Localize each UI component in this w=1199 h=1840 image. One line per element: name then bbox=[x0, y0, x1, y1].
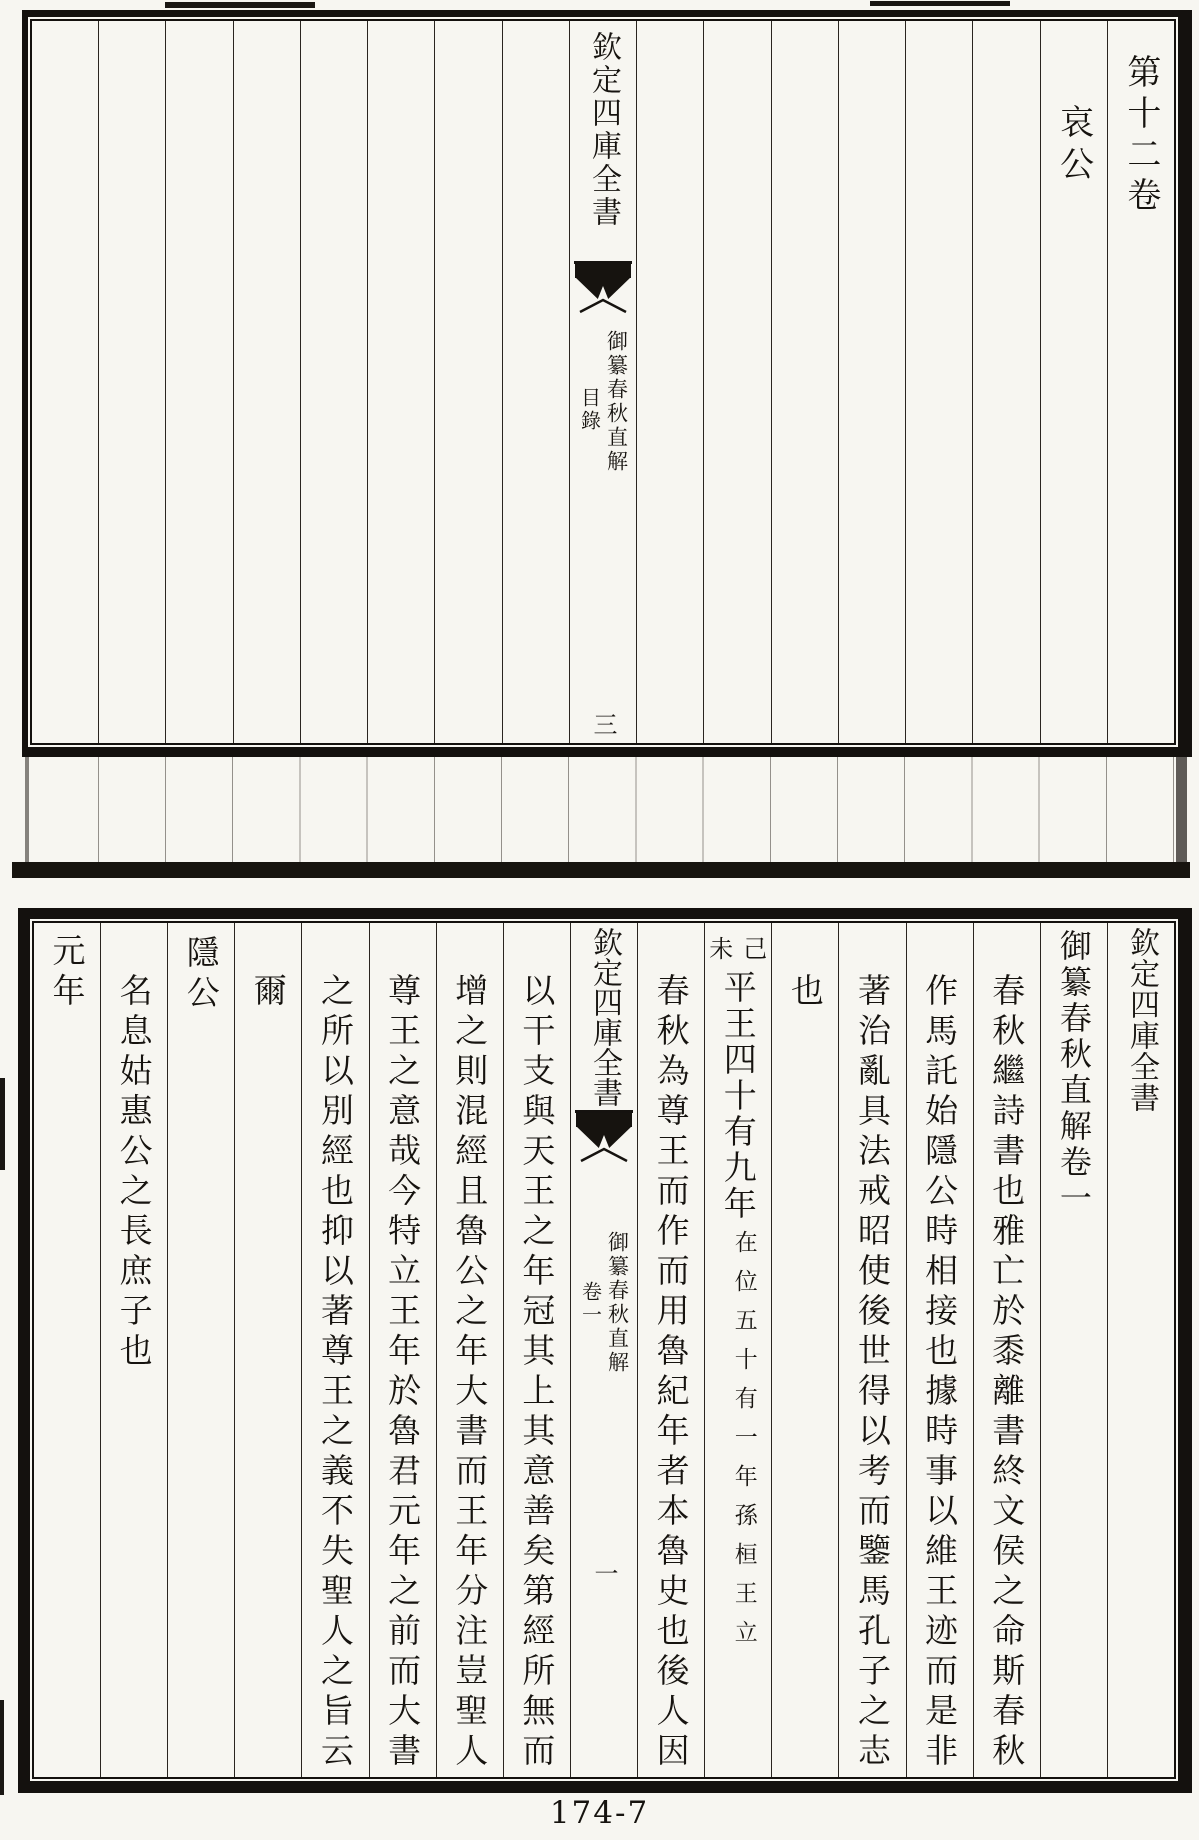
body-text: 春秋繼詩書也雅亡於黍離書終文侯之命斯春秋 bbox=[987, 973, 1027, 1773]
work-title: 御纂春秋直解卷一 bbox=[1054, 929, 1093, 1217]
fishtail-mark bbox=[575, 264, 631, 316]
duke-ai-label: 哀公 bbox=[1053, 104, 1094, 188]
reign-annotation: 在位五十有一年孫桓王立 bbox=[730, 1230, 757, 1659]
bottom-col-text-5 bbox=[637, 923, 704, 1777]
empty-column bbox=[636, 21, 703, 743]
spine-section-label: 卷一 bbox=[578, 1281, 603, 1327]
duke-yin-label: 隱公 bbox=[181, 935, 221, 1015]
scan-artifact bbox=[0, 1700, 4, 1795]
spine-folio-number: 一 bbox=[589, 1561, 618, 1585]
body-text: 著治亂具法戒昭使後世得以考而鑒馬孔子之志 bbox=[852, 973, 892, 1773]
bottom-col-duke-note bbox=[100, 923, 167, 1777]
empty-column bbox=[300, 21, 367, 743]
empty-column bbox=[502, 21, 569, 743]
page-edge-band bbox=[12, 862, 1190, 878]
scan-artifact bbox=[165, 2, 315, 8]
bottom-col-text-7 bbox=[436, 923, 503, 1777]
bottom-col-work-title bbox=[1040, 923, 1107, 1777]
body-text: 尊王之意哉今特立王年於魯君元年之前而大書 bbox=[383, 973, 423, 1773]
body-text: 也 bbox=[785, 973, 825, 1013]
spine-banner-title: 欽定四庫全書 bbox=[586, 927, 622, 1107]
body-text: 春秋為尊王而作而用魯紀年者本魯史也後人因 bbox=[651, 973, 691, 1773]
bottom-frame-columns bbox=[32, 921, 1176, 1779]
bottom-col-first-year bbox=[34, 923, 100, 1777]
bottom-col-text-3 bbox=[838, 923, 905, 1777]
empty-column bbox=[165, 21, 232, 743]
spine-banner-title: 欽定四庫全書 bbox=[586, 31, 621, 229]
bottom-col-duke bbox=[167, 923, 234, 1777]
empty-column bbox=[703, 21, 770, 743]
cyclical-year-pair bbox=[709, 923, 767, 964]
cyclical-char-left: 未 bbox=[709, 935, 734, 963]
spine-subtitle-group bbox=[578, 1231, 630, 1375]
bottom-col-text-10 bbox=[234, 923, 301, 1777]
bottom-col-text-6 bbox=[503, 923, 570, 1777]
scan-artifact bbox=[870, 1, 1010, 6]
empty-column bbox=[771, 21, 838, 743]
empty-column bbox=[32, 21, 98, 743]
empty-column bbox=[434, 21, 501, 743]
top-col-duke bbox=[1040, 21, 1107, 743]
empty-column bbox=[905, 21, 972, 743]
bottom-col-text-4 bbox=[771, 923, 838, 1777]
bottom-col-text-2 bbox=[906, 923, 973, 1777]
gutter-showthrough-lines bbox=[32, 757, 1174, 862]
cyclical-char-right: 己 bbox=[743, 935, 768, 963]
spine-section-label: 目錄 bbox=[577, 387, 602, 433]
empty-column bbox=[233, 21, 300, 743]
bottom-col-text-1 bbox=[973, 923, 1040, 1777]
scan-artifact bbox=[0, 1078, 5, 1170]
regnal-year-text: 平王四十有九年 bbox=[718, 970, 758, 1222]
volume-label: 第十二卷 bbox=[1120, 54, 1161, 218]
bottom-col-year bbox=[704, 923, 771, 1777]
body-text: 以干支與天王之年冠其上其意善矣第經所無而 bbox=[517, 973, 557, 1773]
empty-column bbox=[838, 21, 905, 743]
spine-book-title: 御纂春秋直解 bbox=[604, 330, 629, 474]
empty-column bbox=[98, 21, 165, 743]
empty-column bbox=[367, 21, 434, 743]
bottom-col-text-9 bbox=[301, 923, 368, 1777]
spine-book-title: 御纂春秋直解 bbox=[605, 1231, 630, 1375]
spine-folio-number: 三 bbox=[589, 712, 617, 736]
top-page-frame bbox=[22, 10, 1192, 757]
top-spine-column bbox=[569, 21, 636, 743]
empty-column bbox=[972, 21, 1039, 743]
bottom-page-frame bbox=[18, 908, 1192, 1793]
body-text: 增之則混經且魯公之年大書而王年分注豈聖人 bbox=[450, 973, 490, 1773]
first-year-label: 元年 bbox=[47, 933, 87, 1013]
bottom-col-series-title bbox=[1107, 923, 1174, 1777]
body-text: 作馬託始隱公時相接也據時事以維王迹而是非 bbox=[920, 973, 960, 1773]
bottom-spine-column bbox=[570, 923, 637, 1777]
body-text: 之所以別經也抑以著尊王之義不失聖人之旨云 bbox=[315, 973, 355, 1773]
gutter-right-edge bbox=[1176, 757, 1187, 862]
duke-note-text: 名息姑惠公之長庶子也 bbox=[114, 973, 154, 1373]
top-col-volume bbox=[1107, 21, 1174, 743]
gutter-left-edge bbox=[25, 757, 29, 862]
fishtail-mark bbox=[576, 1113, 632, 1165]
plate-number: 174-7 bbox=[549, 1795, 650, 1831]
body-text: 爾 bbox=[248, 973, 288, 1013]
bottom-col-text-8 bbox=[369, 923, 436, 1777]
top-frame-columns bbox=[30, 19, 1176, 745]
spine-subtitle-group bbox=[577, 330, 629, 474]
series-title: 欽定四庫全書 bbox=[1123, 927, 1159, 1113]
